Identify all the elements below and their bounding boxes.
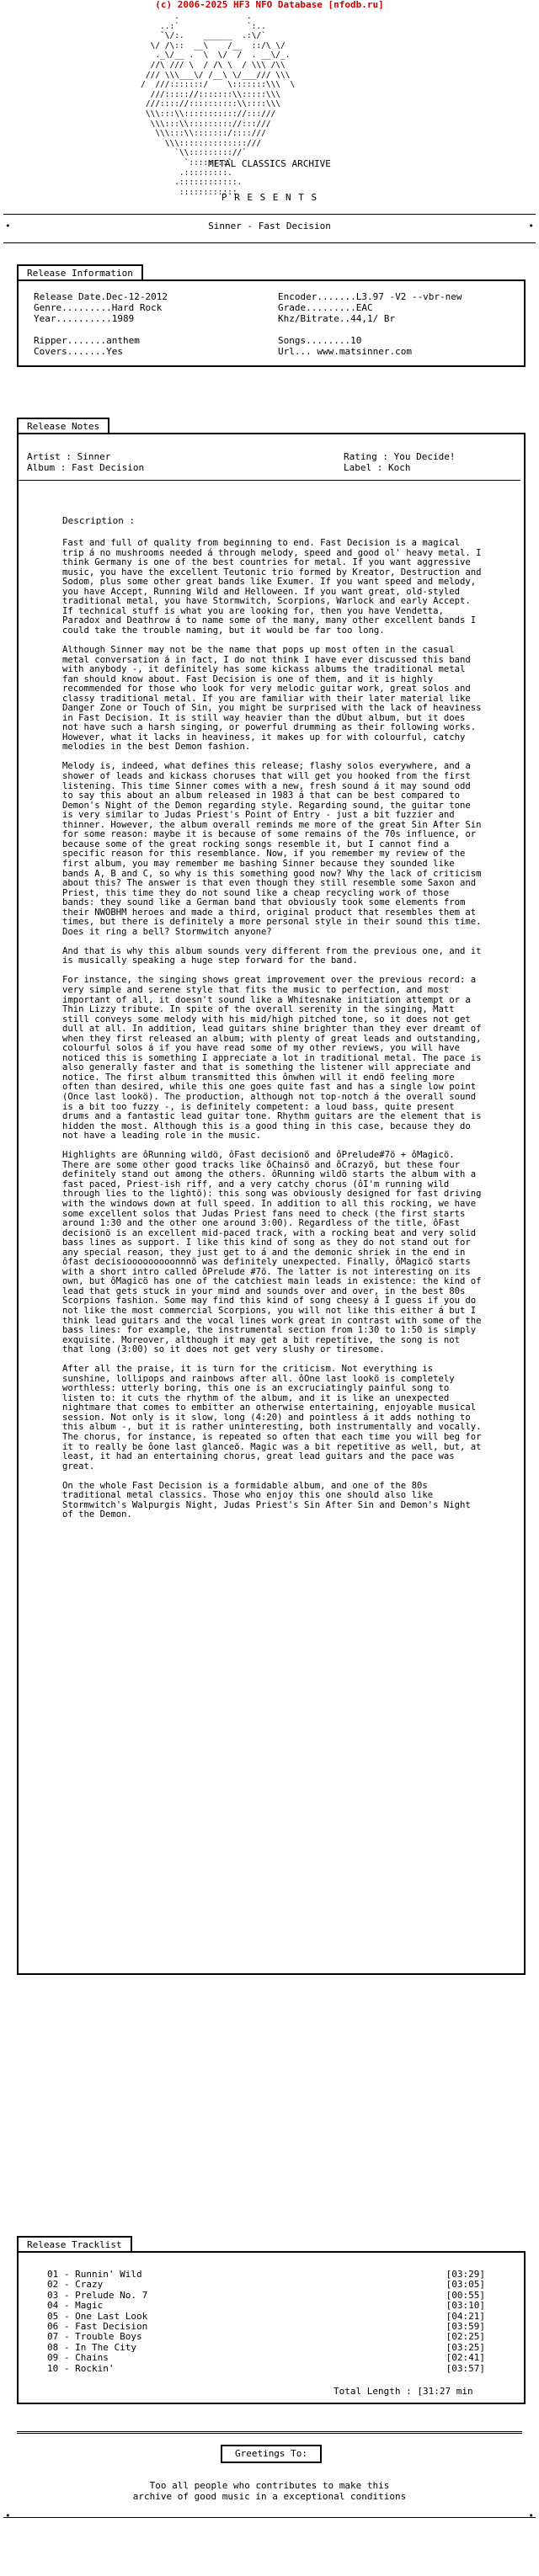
track-title: 04 - Magic (47, 2300, 104, 2312)
bullet-icon: • (528, 221, 534, 232)
logo-caption: METAL CLASSICS ARCHIVE (208, 158, 331, 169)
description-paragraph: Fast and full of quality from beginning to end. Fast Decision is a magical trip á no mushrooms needed á through melody, speed and good ol' heavy metal. I think Germany is one of the best countries for metal. If you want aggressive music, you have the excellent Teutonic trio formed by Kreator, Destruction and Sodom, plus some other great bands like Exumer. If you want speed and melody, you have Accept, Running Wild and Helloween. If you want great, old-styled traditional metal, you have Stormwitch, Scorpions, Warlock and early Accept. If technical stuff is what you are looking for, then you have Vendetta, Paradox and Deathrow á to name some of the many, many other excellent bands I could take the trouble naming, but it would be far too long. (62, 538, 482, 636)
info-line: Url... www.matsinner.com (278, 346, 412, 357)
track-length: [03:59] (446, 2320, 485, 2332)
presents-heading: P R E S E N T S (221, 192, 318, 203)
track-length: [02:41] (446, 2352, 485, 2364)
tracklist (47, 2270, 485, 2374)
track-row (47, 2270, 485, 2280)
track-title: 06 - Fast Decision (47, 2320, 148, 2332)
description-paragraph: On the whole Fast Decision is a formidable album, and one of the 80s traditional metal classics. Those who enjoy this one should also like Stormwitch's Walpurgis Night, Judas Priest's Sin After Sin and Demon's Night of the Demon. (62, 1480, 471, 1520)
track-length: [03:57] (446, 2362, 485, 2374)
description-paragraph: Although Sinner may not be the name that pops up most often in the casual metal conversation á in fact, I do not think I have ever discussed this band with anybody -, it definitely has some kickass albums the traditional metal fan should know about. Fast Decision is one of them, and it is highly recommended for those who look for very melodic guitar work, great solos and classy traditional metal. If you are familiar with their later material like Danger Zone or Touch of Sin, you might be surprised with the lack of heaviness in Fast Decision. It is still way heavier than the dÚbut album, but it does not have such a harsh singing, or powerful drumming as their following works. However, what it lacks in heaviness, it makes up for with colourful, catchy melodies in the best Demon fashion. (62, 644, 482, 753)
release-information-tab: Release Information (17, 264, 143, 280)
description-paragraph: And that is why this album sounds very different from the previous one, and it is musically speaking a huge step forward for the band. (62, 945, 482, 966)
description-paragraph: Highlights are ôRunning wildö, ôFast decisionö and ôPrelude#7ö + ôMagicö. There are some other good tracks like ôChainsö and ôCrazyö, but these four definitely stand out among the others. ôRunning wildö starts the album with a fast paced, Priest-ish riff, and a very catchy chorus (ôI'm running wild through lies to the lightö): this song was obviously designed for fast driving with the windows down at full speed. In addition to all this rocking, we have some excellent solos that Judas Priest fans need to check (the first starts around 1:30 and the other one around 3:00). Regardless of the title, ôFast decisionö is an excellent mid-paced track, with a rocking beat and very solid bass lines as support. I like this kind of song as they do not stand out for any special reason, they just get to á and the demonic shriek in the end in ôfast decisiooooooooonnnö was definitely unexpected. Finally, ôMagicö starts with a short intro called ôPrelude #7ö. The latter is not interesting on its own, but ôMagicö has one of the catchiest main leads in existence: the kind of lead that gets stuck in your mind and sounds over and over, in the best 80s Scorpions fashion. Some may find this kind of song cheesy á I guess if you do not like the most commercial Scorpions, you will not like this either á but I think lead guitars and the vocal lines work great in contrast with some of the bass lines: for example, the instrumental section from 1:30 to 1:50 is simply exquisite. Moreover, although it may get a bit repetitive, the song is not that long (3:00) so it does not get very slushy or tiresome. (62, 1150, 482, 1355)
track-title: 08 - In The City (47, 2341, 136, 2353)
notes-rating-label (344, 451, 512, 473)
total-length: Total Length : [31:27 min (334, 2386, 473, 2397)
release-title: Sinner - Fast Decision (208, 221, 331, 232)
track-length: [03:05] (446, 2279, 485, 2291)
track-length: [03:10] (446, 2300, 485, 2312)
release-info-left (34, 291, 244, 357)
divider (3, 214, 536, 215)
track-row (47, 2343, 485, 2353)
description-body (62, 539, 483, 1530)
info-line: Covers.......Yes (34, 346, 123, 357)
info-line: Release Date.Dec-12-2012 (34, 291, 168, 302)
label-line: Label : Koch (344, 462, 411, 473)
release-title-row (3, 221, 536, 232)
track-row (47, 2291, 485, 2301)
greetings-text: Too all people who contributes to make this archive of good music in a exceptional conditions (132, 2480, 407, 2502)
track-title: 07 - Trouble Boys (47, 2331, 142, 2343)
release-tracklist-tab: Release Tracklist (17, 2236, 132, 2252)
divider (3, 242, 536, 243)
info-line (278, 324, 514, 335)
info-line: Genre.........Hard Rock (34, 302, 163, 313)
description-label: Description : (62, 515, 136, 526)
track-length: [02:25] (446, 2331, 485, 2343)
description-paragraph: After all the praise, it is turn for the criticism. Not everything is sunshine, lollipops and rainbows after all. ôOne last lookö is completely worthless: utterly boring, this one is an excruciatingly painful song to listen to: it cuts the rhythm of the album, and it is like an unexpected nightmare that comes to embitter an otherwise entertaining, enjoyable musical session. Not only is it slow, long (4:20) and pointless á it adds nothing to this album -, but it is rather uninteresting, both instrumentally and vocally. The chorus, for instance, is repeated so often that each time you will beg for it to really be ôone last glanceö. Magic was a bit repetitive as well, but, at least, it had an entertaining chorus, great lead guitars and the pace was great. (62, 1364, 482, 1472)
album-line: Album : Fast Decision (27, 462, 145, 473)
track-title: 05 - One Last Look (47, 2310, 148, 2322)
track-length: [03:25] (446, 2341, 485, 2353)
description-paragraph: For instance, the singing shows great improvement over the previous record: a very simple and serene style that fits the music to perfection, and most important of all, it doesn't sound like a Whitesnake initiation attempt or a Thin Lizzy tribute. In spite of the overall serenity in the singing, Matt still conveys some melody with his mid/high pitched tone, so it does not get dull at all. In addition, lead guitars shine brighter than they ever dreamt of when they first released an album; with plenty of great leads and outstanding, colourful solos á if you have read some of my other reviews, you will have noticed this is something I appreciate a lot in traditional metal. The pace is also generally faster and that is something the listener will appreciate and notice. The first album transmitted this ônwhen will it endö feeling more often than desired, while this one goes quite fast and has a single low point (Once last lookö). The production, although not top-notch á the overall sound is a bit too fuzzy -, is definitely competent: a loud bass, quite present drums and a fantastic lead guitar tone. Rhythm guitars are the element that is hidden the most. Although this is a good thing in this case, because they do not have a leading role in the music. (62, 975, 482, 1142)
description-paragraph: Melody is, indeed, what defines this release; flashy solos everywhere, and a shower of leads and kickass choruses that will get you hooked from the first listening. This time Sinner comes with a new, fresh sound á it may sound odd to say this about an album released in 1983 á that can be best compared to Demon's Night of the Demon regarding style. Regarding sound, the guitar tone is very similar to Judas Priest's Point of Entry - just a bit fuzzier and thinner. However, the album overall reminds me more of the great Sin After Sin for some reason: maybe it is because of some remains of the 70s influence, or because some of the great rocking songs resemble it, but I cannot find a specific reason for this resemblance. Now, if you remember my review of the first album, you may remember me bashing Sinner because they sounded like bands A, B and C, so why is this something good now? Why the lack of criticism about this? The answer is that even though they still resemble some Saxon and Priest, this time they do not sound like a cheap recycling work of those bands: they sound like a German band that obviously took some elements from their NWOBHM heroes and made a third, original product that resembles them at times, but there is definitely a more personal style in their sound this time. Does it ring a bell? Stormwitch anyone? (62, 761, 482, 937)
copyright-notice: (c) 2006-2025 HF3 NFO Database [nfodb.ru] (155, 0, 384, 10)
artist-line: Artist : Sinner (27, 451, 111, 462)
bullet-icon: • (5, 221, 11, 232)
info-line: Year..........1989 (34, 313, 135, 324)
ascii-logo: . . ..:` `:.. `\/:. ______ .:\/` \/ /\:: __\ /__ ::/\ \/ ._\/__ . \ \/ / . __\/_. //\ /// \ / /\ \ / \\\ /\\ /// \\\___\/ /__\ \/___/// \\\ / ///:::::::/ \:::::::\\\ \ ///::::://:::::::\\:::::\\\ ///:::://::::::::::\\::::\\\ \\\:::\\::::::::::://:::/// \\\:::\\::::::::://:::/// \\\:::\\:::::::/::::/// \\\::::::::::::::/// `\\::::::::://` `::::::::` .:::::::::. .::::::::::::. :::::::::::: (141, 12, 296, 197)
info-line: Ripper.......anthem (34, 335, 140, 346)
track-title: 03 - Prelude No. 7 (47, 2289, 148, 2301)
track-row (47, 2364, 485, 2374)
track-title: 02 - Crazy (47, 2279, 104, 2291)
release-notes-tab: Release Notes (17, 418, 109, 434)
divider (17, 2431, 522, 2434)
greetings-heading: Greetings To: (221, 2445, 322, 2463)
track-title: 01 - Runnin' Wild (47, 2269, 142, 2280)
release-info-right (278, 291, 514, 357)
track-length: [04:21] (446, 2310, 485, 2322)
track-title: 09 - Chains (47, 2352, 109, 2364)
info-line: Encoder.......L3.97 -V2 --vbr-new (278, 291, 462, 302)
info-line: Grade.........EAC (278, 302, 373, 313)
track-length: [03:29] (446, 2269, 485, 2280)
track-title: 10 - Rockin' (47, 2362, 115, 2374)
info-line: Songs........10 (278, 335, 362, 346)
bullet-icon: • (5, 2510, 11, 2521)
info-line (34, 324, 244, 335)
track-length: [00:55] (446, 2289, 485, 2301)
divider (19, 480, 520, 481)
bullet-icon: • (528, 2510, 534, 2521)
rating-line: Rating : You Decide! (344, 451, 456, 462)
info-line: Khz/Bitrate..44,1/ Br (278, 313, 396, 324)
notes-artist-album (27, 451, 246, 473)
divider (3, 2517, 536, 2518)
